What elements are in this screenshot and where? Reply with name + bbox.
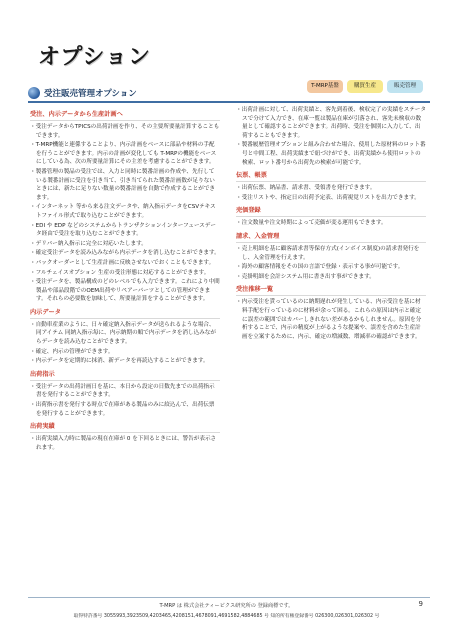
- bullet-item: ・ 出荷指示書を発行する時点で在庫がある製品のみに絞込んで、出荷伝票を発行することができます。: [30, 401, 220, 418]
- footer-rule: [28, 597, 430, 598]
- tag-sales-management: 販売管理: [387, 80, 423, 93]
- subsection-heading: 受注、内示データから生産計画へ: [30, 111, 220, 121]
- subsection-heading: 受注推移一覧: [236, 286, 426, 296]
- bullet-item: ・ T-MRP機能と連係することより、内示計画をベースに部品や材料の手配を行うことができます。内示の計画が変化しても T-MRPの機能をベースにしている為、次の所要量計算にその主差を考慮することができます。: [30, 141, 220, 167]
- bullet-item: ・ 内示受注を貰っているのに納期遅れが発生している、内示受注を基に材料手配を行っているのに材料が余って困る。これらの原因は内示と確定に誤差の範囲ではカバーしきれない差があるかもしれません。原因を分析することで、内示の精度が上がるような提案や、誤差を含めた生産計画を立案するために、内示、確定の増減数、増減率の確認ができます。: [236, 298, 426, 341]
- section-ball-icon: [28, 87, 40, 99]
- bullet-item: ・ 海外の顧客情報をその国の言語で登録・表示する事が可能です。: [236, 263, 426, 272]
- bullet-item: ・ 売掛明細を会計システム用に書き出す事ができます。: [236, 273, 426, 282]
- footer-patents: 取得特許番号 3055993,3923509,4203465,4208151,4678091,4691582,4884685 号 知的所有権登録番号 026300,026301,026302 号: [73, 614, 380, 619]
- bullet-item: ・ 売上明細を基に顧客請求書等保存方式(インボイス制度)の請求書発行をし、入金管理を行えます。: [236, 245, 426, 262]
- section-title: 受注販売管理オプション: [44, 89, 137, 99]
- bullet-item: ・ 注文数量や注文時期によって売価が変る運用もできます。: [236, 219, 426, 228]
- page-title: オプション: [38, 44, 152, 69]
- bullet-item: ・ フルチェイスオプション 生産の受注形態に対応することができます。: [30, 269, 220, 278]
- bullet-item: ・ 出荷伝票、納品書、請求書、受領書を発行できます。: [236, 184, 426, 193]
- subsection-heading: 出荷実績: [30, 423, 220, 433]
- bullet-item: ・ 製番管理の製品の受注では、入力と同時に製番計画の作成や、先行している製番計画に受注を引き当て、引き当てられた製番計画数が足りないときには、新たに足りない数量の製番計画を自動で作成することができます。: [30, 168, 220, 202]
- footer-trademark-note: T-MRP は 株式会社ティーピクス研究所の 登録商標です。: [159, 603, 294, 609]
- subsection-heading: 請求、入金管理: [236, 233, 426, 243]
- subsection-heading: 出荷指示: [30, 371, 220, 381]
- page-number: 9: [418, 600, 423, 608]
- bullet-item: ・ 自動車産業のように、日々確定納入指示データが送られるような場合、同アイテム 同納入指示毎に、内示納期の順で内示データを消し込みながらデータを読み込むことができます。: [30, 321, 220, 347]
- bullet-item: ・ デリバー納入指示に完全に対応いたします。: [30, 240, 220, 249]
- left-column: [30, 106, 220, 453]
- bullet-item: ・ 内示データを定期的に抹消、新データを再読込することができます。: [30, 357, 220, 366]
- section-header: [28, 85, 240, 101]
- option-tags: [307, 80, 423, 93]
- header-rule: [28, 101, 430, 103]
- bullet-item: ・ 受注データの出荷計画日を基に、本日から設定の日数先までの出荷指示書を発行することができます。: [30, 383, 220, 400]
- subsection-heading: 内示データ: [30, 309, 220, 319]
- tag-tmrp-base: T-MRP基盤: [307, 80, 343, 93]
- bullet-item: ・ EDI や EDP などのシステムからトランザクションインターフェースデータ経由で受注を取り込むことができます。: [30, 222, 220, 239]
- bullet-item: ・ 確定、内示の管理ができます。: [30, 348, 220, 357]
- subsection-heading: 売価登録: [236, 207, 426, 217]
- bullet-item: ・ 確定受注データを読み込みながら内示データを消し込むことができます。: [30, 249, 220, 258]
- bullet-item: ・ 受注リストや、指定日の出荷予定表、出荷視覚リストを出力できます。: [236, 194, 426, 203]
- bullet-item: ・ インターネット 等から来る注文データや、納入指示データをCSVテキストファイル形式で取り込むことができます。: [30, 203, 220, 220]
- right-column: [236, 106, 426, 342]
- bullet-item: ・ 受注データを、製品構成のどのレベルでも入力できます。これにより中間製品や部品段階でのOEM出荷やリペアーパーツとしての管理ができます。それらの必要数を加味して、所要量計算をすることができます。: [30, 278, 220, 304]
- bullet-item: ・ バックオーダーとして生産計画に反映させないでおくこともできます。: [30, 259, 220, 268]
- bullet-item: ・ 受注データからTPICSの出荷計画を作り、その主要所要量計算することもできます。: [30, 123, 220, 140]
- bullet-item: ・ 出荷計画に対して、出荷実績と、客先到着後、検収完了の実績をステータスで分けて入力でき、在庫一覧は製品在庫が引落され、客先未検収の数量として確認することができます。出荷時、受注を個別に入力して、出荷することもできます。: [236, 106, 426, 140]
- bullet-item: ・ 出荷実績入力時に製品の現在在庫が 0 を下回るときには、警告が表示されます。: [30, 435, 220, 452]
- tag-purchase-production: 購買生産: [347, 80, 383, 93]
- bullet-item: ・ 製番履歴管理オプションと組み合わせた場合、使用した原材料のロット番号と中間工程、出荷実績まで紐づけができ、出荷実績から使用ロットの検索、ロット番号から出荷先の検索が可能です。: [236, 141, 426, 167]
- subsection-heading: 伝票、帳票: [236, 172, 426, 182]
